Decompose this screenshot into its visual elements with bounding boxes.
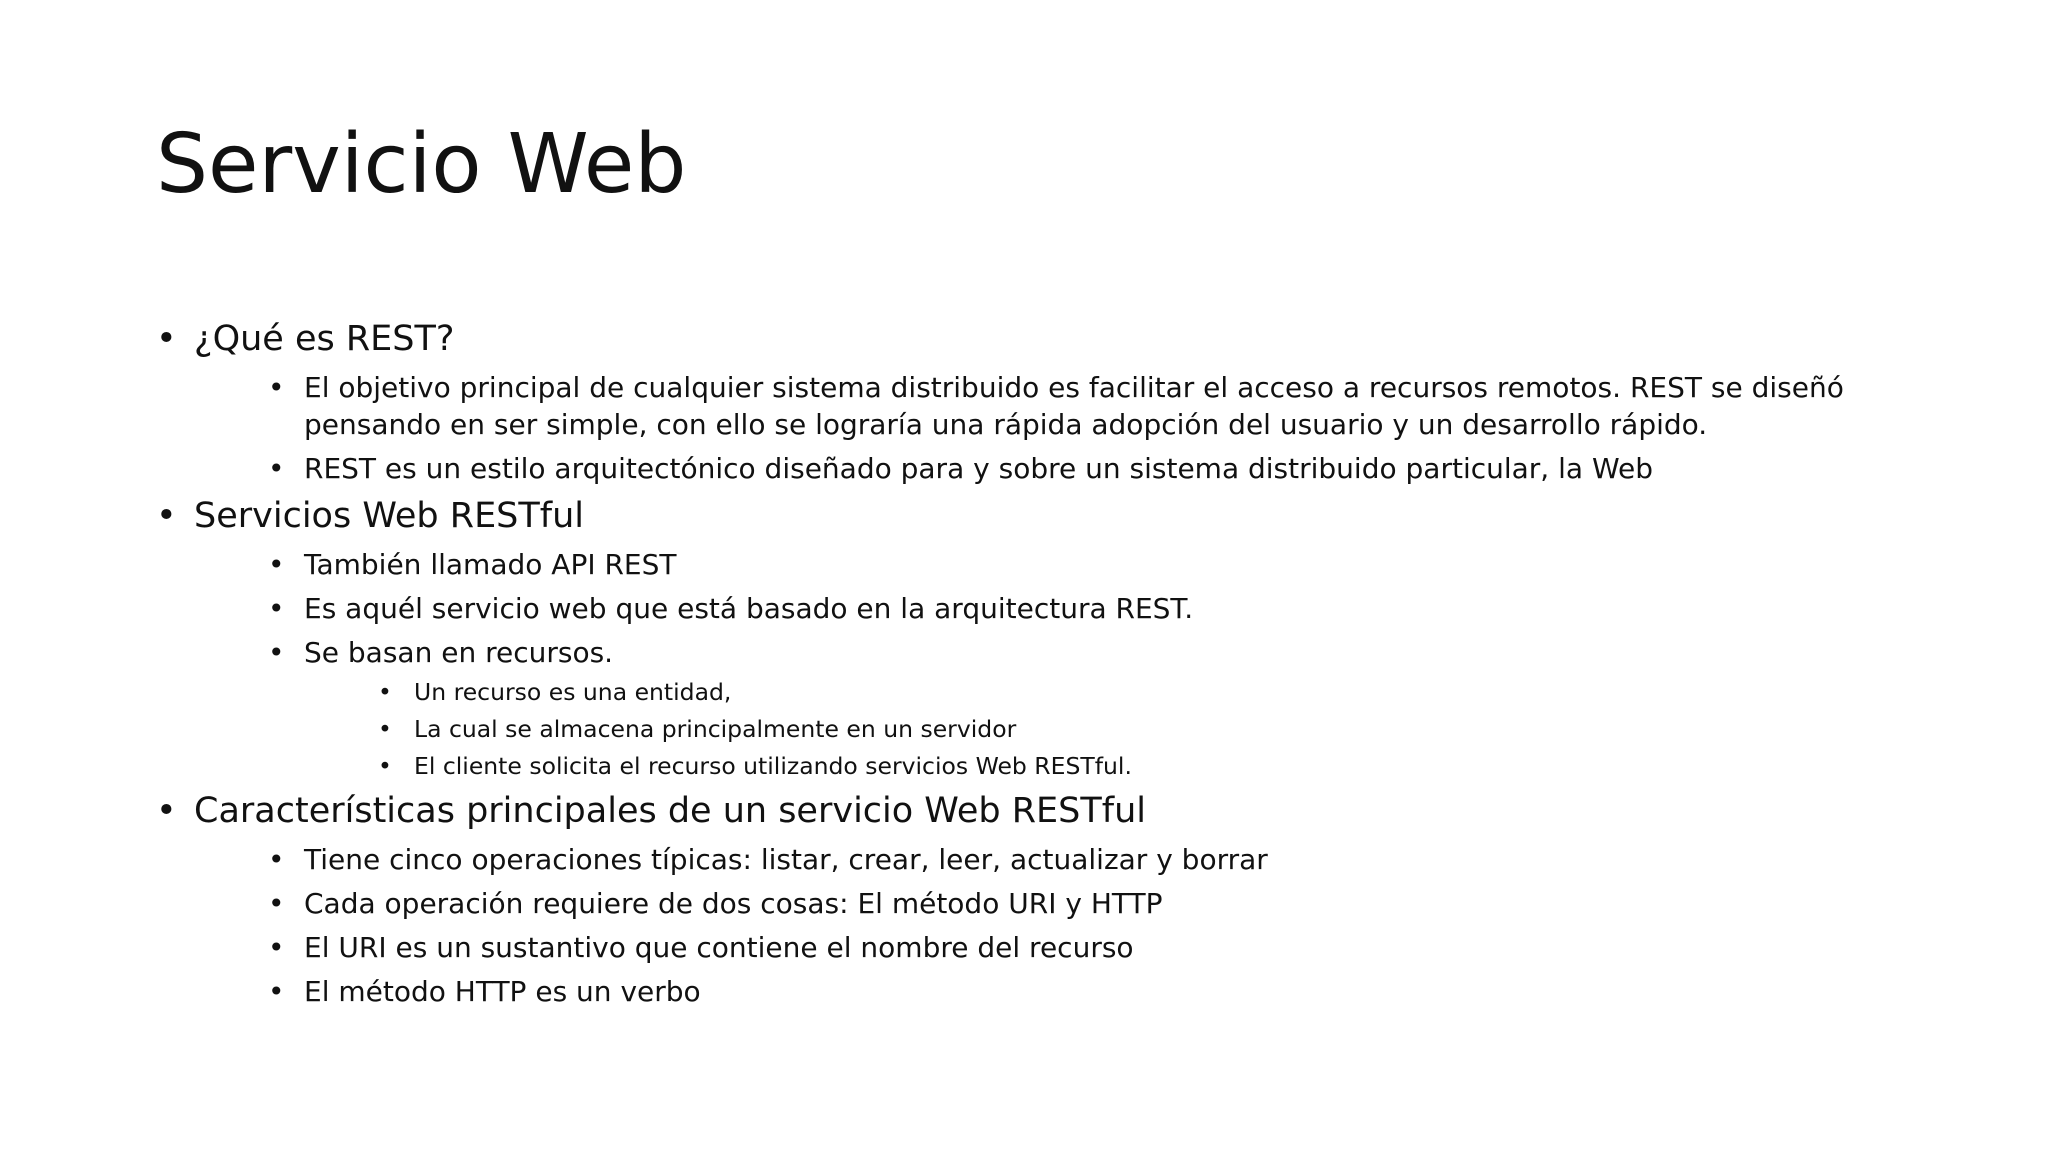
sub-sub-bullet-text: Un recurso es una entidad, (414, 678, 732, 706)
bullet-dot: • (156, 319, 177, 359)
sub-sub-bullet-text: La cual se almacena principalmente en un servidor (414, 715, 1017, 743)
sub-list (194, 546, 1956, 782)
bullet-dot: • (268, 452, 285, 485)
sub-bullet-item (268, 369, 1956, 443)
bullet-dot: • (268, 548, 285, 581)
bullet-item (156, 788, 1956, 1010)
bullet-dot: • (156, 496, 177, 536)
bullet-dot: • (268, 371, 285, 404)
sub-bullet-item (268, 885, 1956, 922)
sub-bullet-text: El URI es un sustantivo que contiene el nombre del recurso (304, 931, 1134, 964)
bullet-dot: • (268, 843, 285, 876)
bullet-text: ¿Qué es REST? (194, 319, 455, 359)
sub-bullet-text: También llamado API REST (304, 548, 677, 581)
sub-bullet-item (268, 634, 1956, 782)
bullet-list (156, 316, 1956, 1010)
sub-list (194, 369, 1956, 487)
bullet-dot: • (268, 592, 285, 625)
sub-list (194, 841, 1956, 1010)
bullet-text: Características principales de un servicio Web RESTful (194, 791, 1146, 831)
sub-sub-bullet-item (378, 714, 1956, 745)
sub-bullet-text: Tiene cinco operaciones típicas: listar, crear, leer, actualizar y borrar (304, 843, 1268, 876)
sub-bullet-text: El objetivo principal de cualquier sistema distribuido es facilitar el acceso a recursos remotos. REST se diseñó pensando en ser simple, con ello se lograría una rápida adopción del usuario y un desarrollo rápido. (304, 371, 1844, 441)
sub-sub-list (304, 677, 1956, 782)
sub-bullet-text: REST es un estilo arquitectónico diseñado para y sobre un sistema distribuido particular, la Web (304, 452, 1653, 485)
bullet-dot: • (268, 636, 285, 669)
bullet-item (156, 493, 1956, 782)
slide-title: Servicio Web (156, 117, 687, 212)
bullet-dot: • (268, 887, 285, 920)
bullet-dot: • (268, 931, 285, 964)
sub-sub-bullet-text: El cliente solicita el recurso utilizando servicios Web RESTful. (414, 752, 1132, 780)
sub-bullet-text: Cada operación requiere de dos cosas: El método URI y HTTP (304, 887, 1163, 920)
sub-bullet-item (268, 450, 1956, 487)
bullet-dot: • (268, 975, 285, 1008)
sub-sub-bullet-item (378, 751, 1956, 782)
bullet-item (156, 316, 1956, 487)
sub-bullet-item (268, 590, 1956, 627)
sub-bullet-item (268, 973, 1956, 1010)
bullet-dot: • (156, 791, 177, 831)
sub-bullet-text: Se basan en recursos. (304, 636, 614, 669)
sub-bullet-item (268, 841, 1956, 878)
sub-bullet-item (268, 929, 1956, 966)
bullet-text: Servicios Web RESTful (194, 496, 585, 536)
sub-sub-bullet-item (378, 677, 1956, 708)
bullet-dot: • (378, 715, 392, 743)
sub-bullet-item (268, 546, 1956, 583)
bullet-dot: • (378, 752, 392, 780)
sub-bullet-text: Es aquél servicio web que está basado en la arquitectura REST. (304, 592, 1194, 625)
sub-bullet-text: El método HTTP es un verbo (304, 975, 701, 1008)
bullet-dot: • (378, 678, 392, 706)
